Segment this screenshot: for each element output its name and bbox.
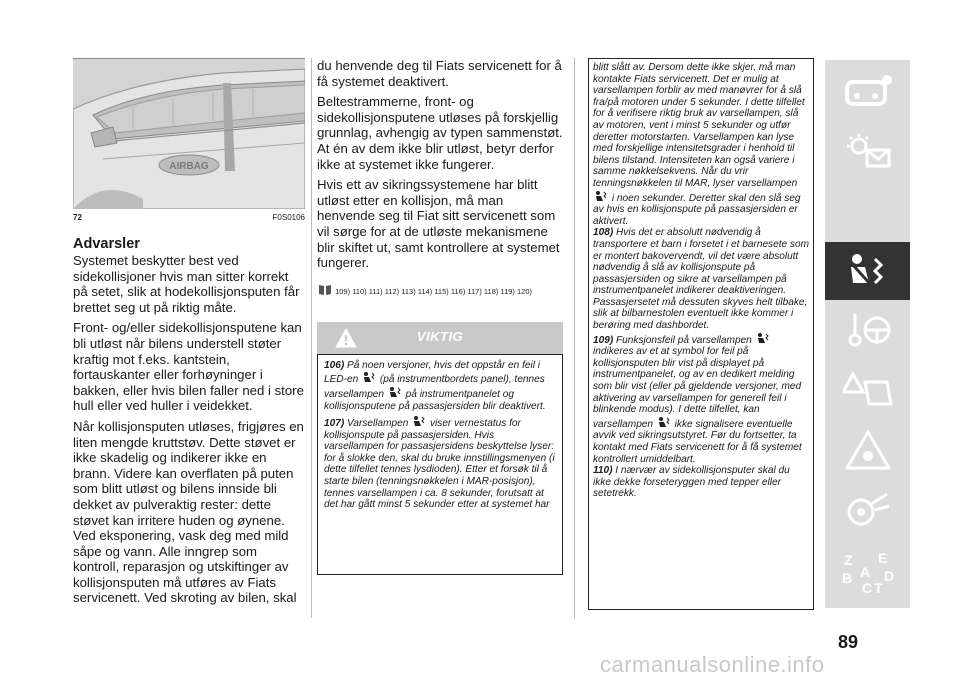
svg-text:Z: Z — [843, 552, 853, 568]
figure-code: F0S0106 — [272, 213, 305, 222]
paragraph: du henvende deg til Fiats servicenett for å få systemet deaktivert. — [317, 58, 562, 89]
right-column-warning-box — [588, 58, 814, 610]
roadside-emergency-icon — [843, 430, 893, 470]
paragraph: Systemet beskytter best ved sidekollisjoner hvis man sitter korrekt på setet, slik at hodekollisjonsputen får brettet seg ut på riktig måte. — [73, 253, 300, 315]
paragraph: Beltestrammerne, front- og sidekollisjonsputene utløses på forskjellig grunnlag, avhengig av typen sammenstøt. At én av dem ikke blir utløst, betyr derfor ikke at systemet ikke fungerer. — [317, 94, 563, 172]
sidebar-item-safety[interactable] — [825, 242, 910, 300]
airbag-safety-icon — [843, 251, 893, 291]
middle-column — [317, 58, 563, 575]
page-number: 89 — [838, 632, 859, 652]
figure-number: 72 — [73, 213, 82, 222]
warning-item-107: 107) Varsellampen viser vernestatus for kollisjonspute på passasjersiden. Hvis varsellampen for passasjersidens beskyttelse lyser: for å slokke den, skal du bruke innstillingsmenyen (i dette tilfellet tennes lysdioden). Etter et forsøk til å starte bilen (tenningsnøkkelen i MAR-posisjon), tennes varsellampen i ca. 8 sekunder, forutsatt at det har gått minst 5 sekunder etter at systemet har — [324, 415, 556, 511]
airbag-badge-text: AIRBAG — [169, 161, 209, 172]
airbag-off-icon — [594, 190, 608, 203]
svg-text:T: T — [873, 580, 883, 596]
airbag-figure — [73, 58, 305, 209]
paragraph: Hvis ett av sikringssystemene har blitt utløst etter en kollisjon, må man henvende seg til Fiat sitt servicenett som vil sørge for at de utløste mekanismene blir skiftet ut, samt kontrollere at systemet fungerer. — [317, 177, 560, 271]
left-column — [73, 58, 305, 611]
warning-references: 109) 110) 111) 112) 113) 114) 115) 116) 117) 118) 119) 120) — [317, 283, 563, 298]
svg-text:A: A — [859, 564, 870, 580]
maintenance-wrench-icon — [843, 490, 893, 530]
warning-header — [317, 322, 563, 354]
passenger-airbag-off-icon — [412, 415, 426, 428]
warning-continued: blitt slått av. Dersom dette ikke skjer, må man kontakte Fiats servicenett. Det er mulig at varsellampen forblir av med manøvrer for å slå fra/på motoren under 5 sekunder. I dette tilfellet for å verifisere riktig bruk av varsellampen, slå av motoren, vent i minst 5 sekunder og utfør deretter motorstarten. Varsellampen kan lyse med forskjellige intensitetsgrader i henhold til bilens tilstand. Intensiteten kan også variere i samme nøkkelsekvens. Når du vrir tenningsnøkkelen til MAR, lyser varsellampen i noen sekunder. Deretter skal den slå seg av hvis en kollisjonspute på passasjersiden er aktivert. — [593, 62, 805, 227]
alphabet-index-icon — [838, 547, 898, 597]
warning-symbols-icon — [843, 370, 893, 410]
airbag-warning-light-icon — [657, 416, 671, 429]
paragraph: Når kollisjonsputen utløses, frigjøres en liten mengde kruttstøv. Dette støvet er ikke skadelig og indikerer ikke en brann. Videre kan overflaten på puten som blitt utløst og bilens innside bli dekket av pulveraktig rester: dette støvet kan irritere huden og øynene. Ved eksponering, vask deg med mild såpe og vann. Alle inngrep som kontroll, reparasjon og utskiftinger av kollisjonsputen må utføres av Fiats servicenett. Ved skroting av bilen, skal — [73, 418, 304, 606]
car-dashboard-icon — [843, 72, 893, 112]
paragraph: Front- og/eller sidekollisjonsputene kan bli utløst når bilens understell støter kraftig mot f.eks. kantstein, fortauskanter eller forhøyninger i bakken, eller hvis bilen faller ned i store hull eller ved huller i veidekket. — [73, 320, 304, 414]
svg-text:D: D — [883, 568, 894, 584]
warning-box — [317, 354, 563, 575]
warning-title: VIKTIG — [416, 328, 464, 344]
airbag-warning-light-icon — [756, 332, 770, 345]
sidebar-item-warning-lights[interactable] — [825, 360, 910, 420]
light-and-message-icon — [843, 132, 893, 172]
watermark: carmanualsonline.info — [600, 652, 825, 677]
warning-item-108: 108) Hvis det er absolutt nødvendig å transportere et barn i forsetet i et barnesete som er montert bakovervendt, vil det være absolutt nødvendig å slå av kollisjonspute på passasjersiden og sikre at varsellampen på instrumentpanelet indikerer deaktiveringen. Passasjersetet må dessuten skyves helt tilbake, slik at bilbarnestolen eventuelt ikke kommer i berøring med dashbordet. — [593, 227, 810, 332]
sidebar-item-maintenance[interactable] — [825, 480, 910, 540]
book-icon — [318, 283, 332, 296]
airbag-warning-icon — [388, 386, 402, 399]
svg-text:C: C — [861, 580, 872, 596]
sidebar-item-index[interactable] — [825, 542, 910, 602]
column-divider — [574, 58, 575, 618]
chapter-sidebar — [825, 60, 910, 608]
sidebar-item-emergency[interactable] — [825, 420, 910, 480]
airbag-led-icon — [362, 371, 376, 384]
sidebar-item-driving[interactable] — [825, 300, 910, 360]
sidebar-item-dashboard[interactable] — [825, 62, 910, 122]
column-divider — [311, 58, 312, 618]
warning-item-110: 110) I nærvær av sidekollisjonsputer skal du ikke dekke forseteryggen med tepper eller setetrekk. — [593, 465, 790, 500]
svg-text:B: B — [841, 570, 852, 586]
section-heading: Advarsler — [73, 236, 140, 252]
warning-item-106: 106) På noen versjoner, hvis det oppstår en feil i LED-en (på instrumentbordets panel), tennes varsellampen på instrumentpanelet og kollisjonsputene på passasjersiden blir deaktivert. — [324, 359, 546, 412]
car-side-illustration — [73, 59, 305, 209]
svg-text:E: E — [877, 550, 887, 566]
figure-caption — [73, 213, 305, 222]
sidebar-item-lights[interactable] — [825, 122, 910, 182]
key-and-steering-wheel-icon — [843, 310, 893, 350]
warning-item-109: 109) Funksjonsfeil på varsellampen indikeres av et at symbol for feil på kollisjonsputen blir vist på displayet på instrumentpanelet, og av en dedikert melding som blir vist (eller på gjeldende versjoner, med aktivering av varsellampen for generell feil i blinkende modus). I dette tilfellet, kan varsellampen ikke signalisere eventuelle avvik ved sikringsutstyret. Før du fortsetter, ta kontakt med Fiats servicenett for å få systemet kontrollert umiddelbart. — [593, 332, 809, 466]
